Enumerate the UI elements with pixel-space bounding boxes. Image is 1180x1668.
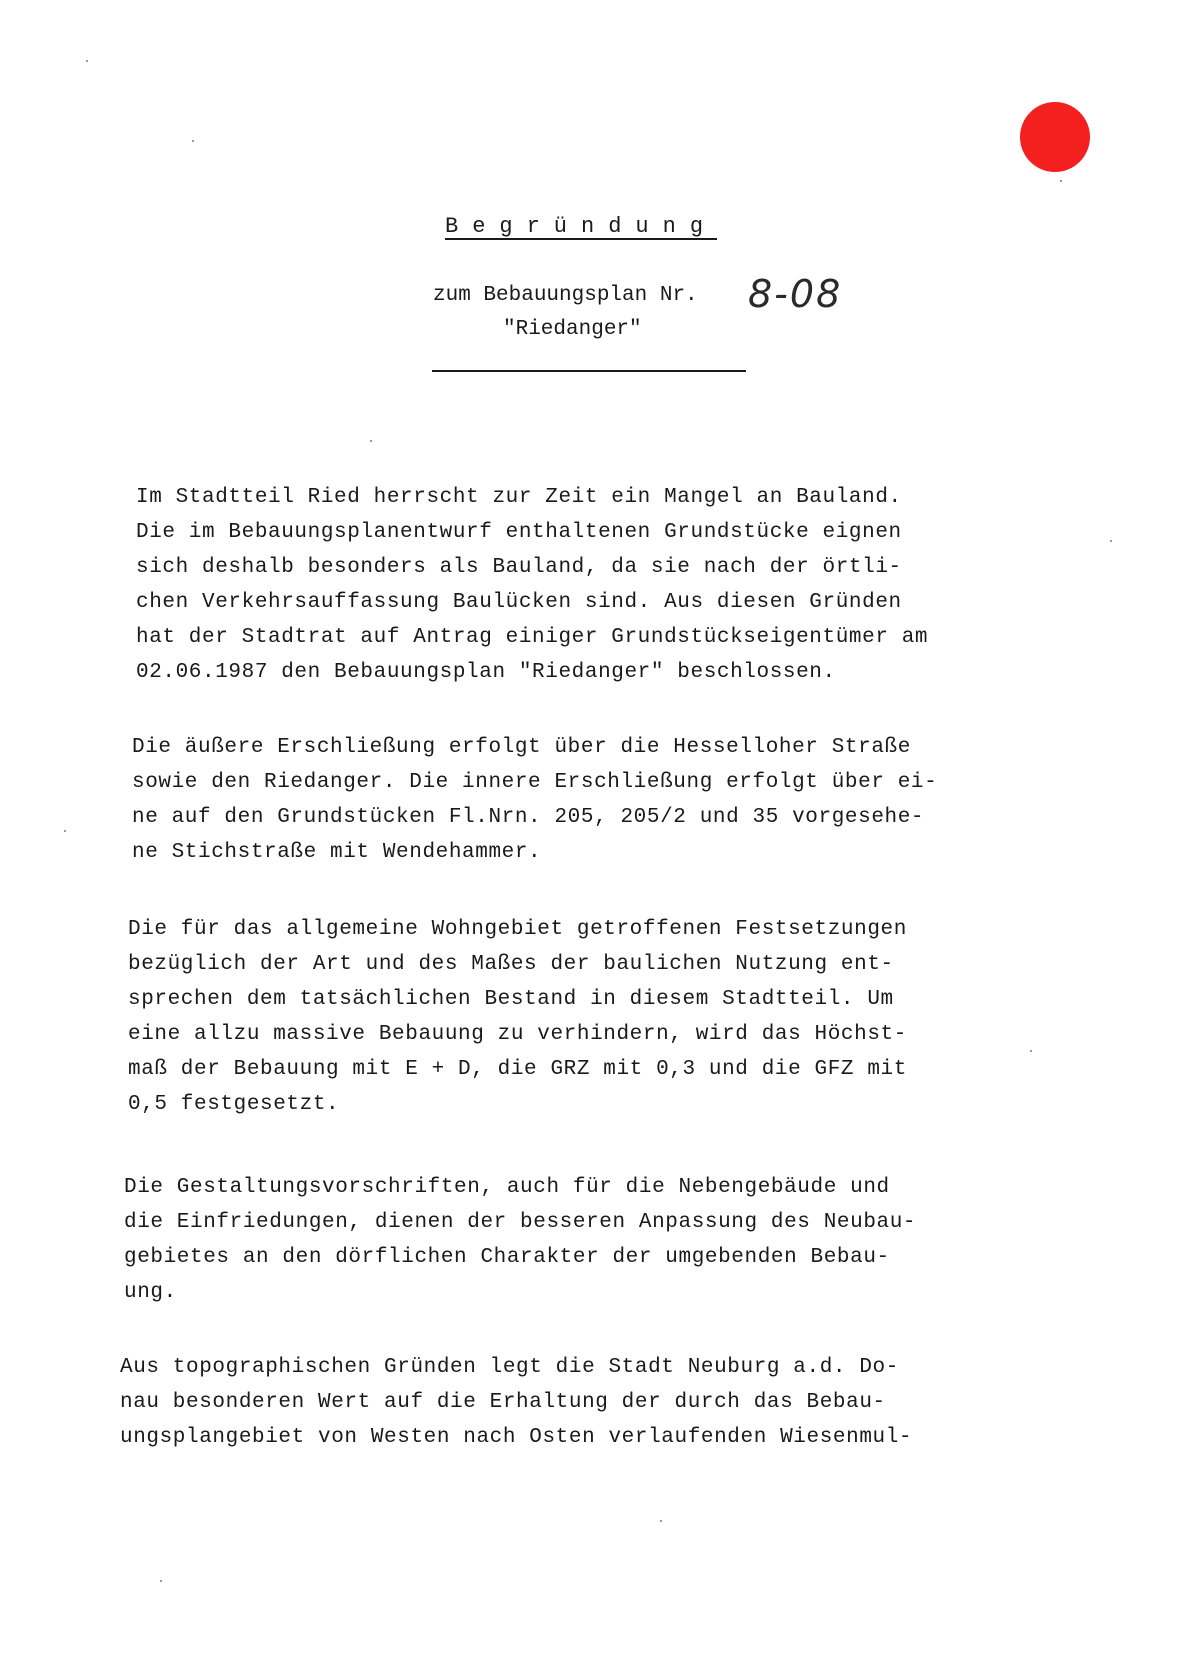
scan-speck [160,1580,162,1582]
plan-name: "Riedanger" [503,318,642,341]
text-line: gebietes an den dörflichen Charakter der umgebenden Bebau- [124,1246,890,1269]
text-line: Aus topographischen Gründen legt die Stadt Neuburg a.d. Do- [120,1356,899,1379]
scan-speck [370,440,372,442]
scan-speck [660,1520,662,1522]
text-line: Die im Bebauungsplanentwurf enthaltenen Grundstücke eignen [136,521,902,544]
text-line: ungsplangebiet von Westen nach Osten verlaufenden Wiesenmul- [120,1426,913,1449]
text-line: Im Stadtteil Ried herrscht zur Zeit ein Mangel an Bauland. [136,486,902,509]
scan-speck [86,60,88,62]
text-line: sprechen dem tatsächlichen Bestand in diesem Stadtteil. Um [128,988,894,1011]
scan-speck [192,140,194,142]
text-line: nau besonderen Wert auf die Erhaltung der durch das Bebau- [120,1391,886,1414]
document-subtitle: zum Bebauungsplan Nr. [433,284,698,307]
red-marker-dot [1020,102,1090,172]
scan-speck [64,830,66,832]
paragraph-5 [120,1350,912,1455]
document-title: Begründung [445,214,718,239]
text-line: Die für das allgemeine Wohngebiet getroffenen Festsetzungen [128,918,907,941]
text-line: ung. [124,1281,177,1304]
paragraph-3 [128,912,907,1122]
scan-speck [1060,180,1062,182]
text-line: hat der Stadtrat auf Antrag einiger Grundstückseigentümer am [136,626,929,649]
text-line: Die Gestaltungsvorschriften, auch für die Nebengebäude und [124,1176,890,1199]
text-line: ne Stichstraße mit Wendehammer. [132,841,542,864]
text-line: ne auf den Grundstücken Fl.Nrn. 205, 205/2 und 35 vorgesehe- [132,806,925,829]
text-line: bezüglich der Art und des Maßes der baulichen Nutzung ent- [128,953,894,976]
text-line: maß der Bebauung mit E + D, die GRZ mit 0,3 und die GFZ mit [128,1058,907,1081]
text-line: Die äußere Erschließung erfolgt über die Hesselloher Straße [132,736,911,759]
paragraph-1 [136,480,928,690]
scan-speck [1030,1050,1032,1052]
title-divider [432,370,746,372]
text-line: sowie den Riedanger. Die innere Erschließung erfolgt über ei- [132,771,938,794]
scan-speck [1110,540,1112,542]
text-line: 0,5 festgesetzt. [128,1093,340,1116]
text-line: die Einfriedungen, dienen der besseren Anpassung des Neubau- [124,1211,917,1234]
text-line: 02.06.1987 den Bebauungsplan "Riedanger" beschlossen. [136,661,836,684]
paragraph-2 [132,730,937,870]
text-line: eine allzu massive Bebauung zu verhindern, wird das Höchst- [128,1023,907,1046]
paragraph-4 [124,1170,916,1310]
text-line: chen Verkehrsauffassung Baulücken sind. Aus diesen Gründen [136,591,902,614]
text-line: sich deshalb besonders als Bauland, da sie nach der örtli- [136,556,902,579]
handwritten-plan-number: 8-08 [748,272,843,316]
